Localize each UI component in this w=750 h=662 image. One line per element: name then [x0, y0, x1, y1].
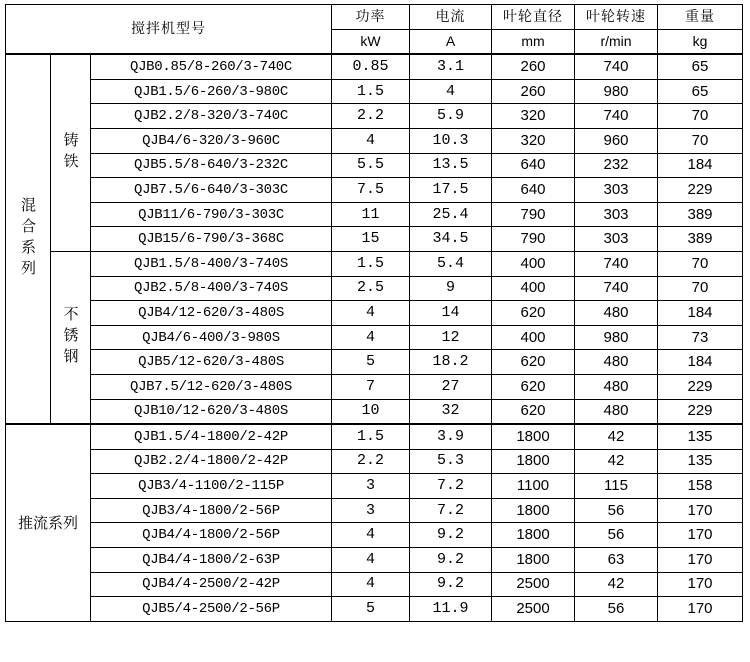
- current-cell: 12: [410, 325, 492, 350]
- diameter-cell: 790: [492, 227, 575, 252]
- current-unit: A: [410, 29, 492, 54]
- weight-cell: 70: [658, 251, 743, 276]
- current-cell: 11.9: [410, 597, 492, 622]
- current-cell: 9: [410, 276, 492, 301]
- current-cell: 14: [410, 301, 492, 326]
- table-row: [6, 178, 743, 203]
- model-cell: QJB11/6-790/3-303C: [91, 202, 332, 227]
- cast-iron-label: [51, 54, 91, 251]
- speed-cell: 303: [575, 202, 658, 227]
- diameter-header: 叶轮直径: [492, 5, 575, 30]
- speed-unit: r/min: [575, 29, 658, 54]
- speed-cell: 232: [575, 153, 658, 178]
- power-cell: 2.2: [332, 449, 410, 474]
- weight-cell: 65: [658, 79, 743, 104]
- weight-cell: 70: [658, 104, 743, 129]
- diameter-cell: 2500: [492, 597, 575, 622]
- power-cell: 1.5: [332, 251, 410, 276]
- power-cell: 7: [332, 374, 410, 399]
- diameter-cell: 620: [492, 399, 575, 424]
- model-cell: QJB10/12-620/3-480S: [91, 399, 332, 424]
- current-cell: 4: [410, 79, 492, 104]
- current-header: 电流: [410, 5, 492, 30]
- diameter-cell: 400: [492, 276, 575, 301]
- table-row: [6, 128, 743, 153]
- diameter-cell: 1800: [492, 424, 575, 449]
- power-cell: 2.2: [332, 104, 410, 129]
- diameter-cell: 2500: [492, 572, 575, 597]
- power-cell: 7.5: [332, 178, 410, 203]
- current-cell: 9.2: [410, 523, 492, 548]
- table-row: [6, 54, 743, 79]
- table-row: [6, 449, 743, 474]
- diameter-cell: 320: [492, 104, 575, 129]
- header-row: [6, 5, 743, 30]
- weight-cell: 389: [658, 227, 743, 252]
- current-cell: 17.5: [410, 178, 492, 203]
- vertical-label-text: 不锈钢: [61, 306, 80, 370]
- mixer-spec-table: [5, 4, 743, 622]
- table-row: [6, 202, 743, 227]
- model-cell: QJB15/6-790/3-368C: [91, 227, 332, 252]
- weight-cell: 135: [658, 424, 743, 449]
- power-cell: 1.5: [332, 79, 410, 104]
- current-cell: 18.2: [410, 350, 492, 375]
- weight-cell: 73: [658, 325, 743, 350]
- model-cell: QJB4/4-1800/2-63P: [91, 548, 332, 573]
- current-cell: 3.9: [410, 424, 492, 449]
- speed-cell: 480: [575, 374, 658, 399]
- power-cell: 3: [332, 498, 410, 523]
- speed-cell: 480: [575, 399, 658, 424]
- push-series-label: 推流系列: [6, 424, 91, 621]
- weight-header: 重量: [658, 5, 743, 30]
- power-cell: 15: [332, 227, 410, 252]
- model-cell: QJB4/12-620/3-480S: [91, 301, 332, 326]
- table-row: [6, 523, 743, 548]
- diameter-cell: 1800: [492, 548, 575, 573]
- speed-cell: 42: [575, 449, 658, 474]
- diameter-cell: 1100: [492, 474, 575, 499]
- table-row: [6, 276, 743, 301]
- weight-cell: 170: [658, 523, 743, 548]
- power-cell: 5.5: [332, 153, 410, 178]
- current-cell: 7.2: [410, 498, 492, 523]
- speed-cell: 63: [575, 548, 658, 573]
- power-header: 功率: [332, 5, 410, 30]
- model-cell: QJB2.5/8-400/3-740S: [91, 276, 332, 301]
- diameter-unit: mm: [492, 29, 575, 54]
- speed-cell: 980: [575, 79, 658, 104]
- diameter-cell: 1800: [492, 449, 575, 474]
- weight-cell: 229: [658, 399, 743, 424]
- diameter-cell: 620: [492, 301, 575, 326]
- weight-cell: 158: [658, 474, 743, 499]
- power-cell: 4: [332, 301, 410, 326]
- speed-cell: 42: [575, 572, 658, 597]
- speed-cell: 56: [575, 498, 658, 523]
- current-cell: 5.4: [410, 251, 492, 276]
- model-header: 搅拌机型号: [6, 5, 332, 55]
- speed-cell: 960: [575, 128, 658, 153]
- speed-cell: 980: [575, 325, 658, 350]
- weight-cell: 135: [658, 449, 743, 474]
- model-cell: QJB5/4-2500/2-56P: [91, 597, 332, 622]
- weight-cell: 389: [658, 202, 743, 227]
- power-cell: 4: [332, 572, 410, 597]
- table-row: [6, 350, 743, 375]
- diameter-cell: 260: [492, 79, 575, 104]
- current-cell: 32: [410, 399, 492, 424]
- current-cell: 10.3: [410, 128, 492, 153]
- current-cell: 5.9: [410, 104, 492, 129]
- table-row: [6, 227, 743, 252]
- table-row: [6, 597, 743, 622]
- model-cell: QJB3/4-1100/2-115P: [91, 474, 332, 499]
- power-cell: 5: [332, 350, 410, 375]
- weight-cell: 170: [658, 597, 743, 622]
- weight-cell: 229: [658, 178, 743, 203]
- table-row: [6, 572, 743, 597]
- diameter-cell: 620: [492, 374, 575, 399]
- power-cell: 4: [332, 325, 410, 350]
- speed-cell: 42: [575, 424, 658, 449]
- power-cell: 0.85: [332, 54, 410, 79]
- diameter-cell: 1800: [492, 523, 575, 548]
- power-cell: 4: [332, 523, 410, 548]
- diameter-cell: 260: [492, 54, 575, 79]
- power-cell: 1.5: [332, 424, 410, 449]
- speed-cell: 740: [575, 104, 658, 129]
- table-row: [6, 325, 743, 350]
- speed-cell: 303: [575, 227, 658, 252]
- speed-cell: 56: [575, 597, 658, 622]
- table-row: [6, 301, 743, 326]
- diameter-cell: 1800: [492, 498, 575, 523]
- table-row: [6, 548, 743, 573]
- power-cell: 10: [332, 399, 410, 424]
- table-row: [6, 104, 743, 129]
- current-cell: 9.2: [410, 572, 492, 597]
- model-cell: QJB1.5/4-1800/2-42P: [91, 424, 332, 449]
- speed-cell: 480: [575, 350, 658, 375]
- table-row: [6, 498, 743, 523]
- speed-cell: 56: [575, 523, 658, 548]
- current-cell: 3.1: [410, 54, 492, 79]
- table-row: [6, 399, 743, 424]
- speed-cell: 115: [575, 474, 658, 499]
- table-row: [6, 424, 743, 449]
- model-cell: QJB1.5/6-260/3-980C: [91, 79, 332, 104]
- current-cell: 13.5: [410, 153, 492, 178]
- speed-cell: 480: [575, 301, 658, 326]
- weight-cell: 70: [658, 276, 743, 301]
- stainless-label: [51, 251, 91, 424]
- table-row: [6, 251, 743, 276]
- model-cell: QJB4/4-2500/2-42P: [91, 572, 332, 597]
- model-cell: QJB7.5/6-640/3-303C: [91, 178, 332, 203]
- model-cell: QJB4/4-1800/2-56P: [91, 523, 332, 548]
- speed-cell: 740: [575, 251, 658, 276]
- model-cell: QJB7.5/12-620/3-480S: [91, 374, 332, 399]
- model-cell: QJB4/6-320/3-960C: [91, 128, 332, 153]
- current-cell: 34.5: [410, 227, 492, 252]
- vertical-label-text: 混合系列: [19, 197, 37, 282]
- diameter-cell: 400: [492, 251, 575, 276]
- weight-cell: 229: [658, 374, 743, 399]
- weight-cell: 184: [658, 350, 743, 375]
- power-cell: 5: [332, 597, 410, 622]
- diameter-cell: 640: [492, 178, 575, 203]
- speed-header: 叶轮转速: [575, 5, 658, 30]
- model-cell: QJB3/4-1800/2-56P: [91, 498, 332, 523]
- weight-cell: 65: [658, 54, 743, 79]
- current-cell: 5.3: [410, 449, 492, 474]
- current-cell: 27: [410, 374, 492, 399]
- weight-cell: 170: [658, 548, 743, 573]
- model-cell: QJB4/6-400/3-980S: [91, 325, 332, 350]
- diameter-cell: 640: [492, 153, 575, 178]
- power-cell: 3: [332, 474, 410, 499]
- table-row: [6, 374, 743, 399]
- model-cell: QJB2.2/8-320/3-740C: [91, 104, 332, 129]
- model-cell: QJB1.5/8-400/3-740S: [91, 251, 332, 276]
- weight-cell: 170: [658, 572, 743, 597]
- current-cell: 25.4: [410, 202, 492, 227]
- table-row: [6, 474, 743, 499]
- diameter-cell: 790: [492, 202, 575, 227]
- speed-cell: 303: [575, 178, 658, 203]
- model-cell: QJB5.5/8-640/3-232C: [91, 153, 332, 178]
- weight-cell: 70: [658, 128, 743, 153]
- speed-cell: 740: [575, 276, 658, 301]
- vertical-label-text: 铸铁: [61, 132, 80, 175]
- table-row: [6, 79, 743, 104]
- current-cell: 7.2: [410, 474, 492, 499]
- power-unit: kW: [332, 29, 410, 54]
- power-cell: 2.5: [332, 276, 410, 301]
- current-cell: 9.2: [410, 548, 492, 573]
- weight-cell: 184: [658, 301, 743, 326]
- weight-cell: 170: [658, 498, 743, 523]
- model-cell: QJB0.85/8-260/3-740C: [91, 54, 332, 79]
- power-cell: 4: [332, 548, 410, 573]
- speed-cell: 740: [575, 54, 658, 79]
- weight-cell: 184: [658, 153, 743, 178]
- diameter-cell: 400: [492, 325, 575, 350]
- diameter-cell: 620: [492, 350, 575, 375]
- power-cell: 4: [332, 128, 410, 153]
- mixed-series-label: [6, 54, 51, 424]
- model-cell: QJB5/12-620/3-480S: [91, 350, 332, 375]
- power-cell: 11: [332, 202, 410, 227]
- model-cell: QJB2.2/4-1800/2-42P: [91, 449, 332, 474]
- weight-unit: kg: [658, 29, 743, 54]
- diameter-cell: 320: [492, 128, 575, 153]
- table-row: [6, 153, 743, 178]
